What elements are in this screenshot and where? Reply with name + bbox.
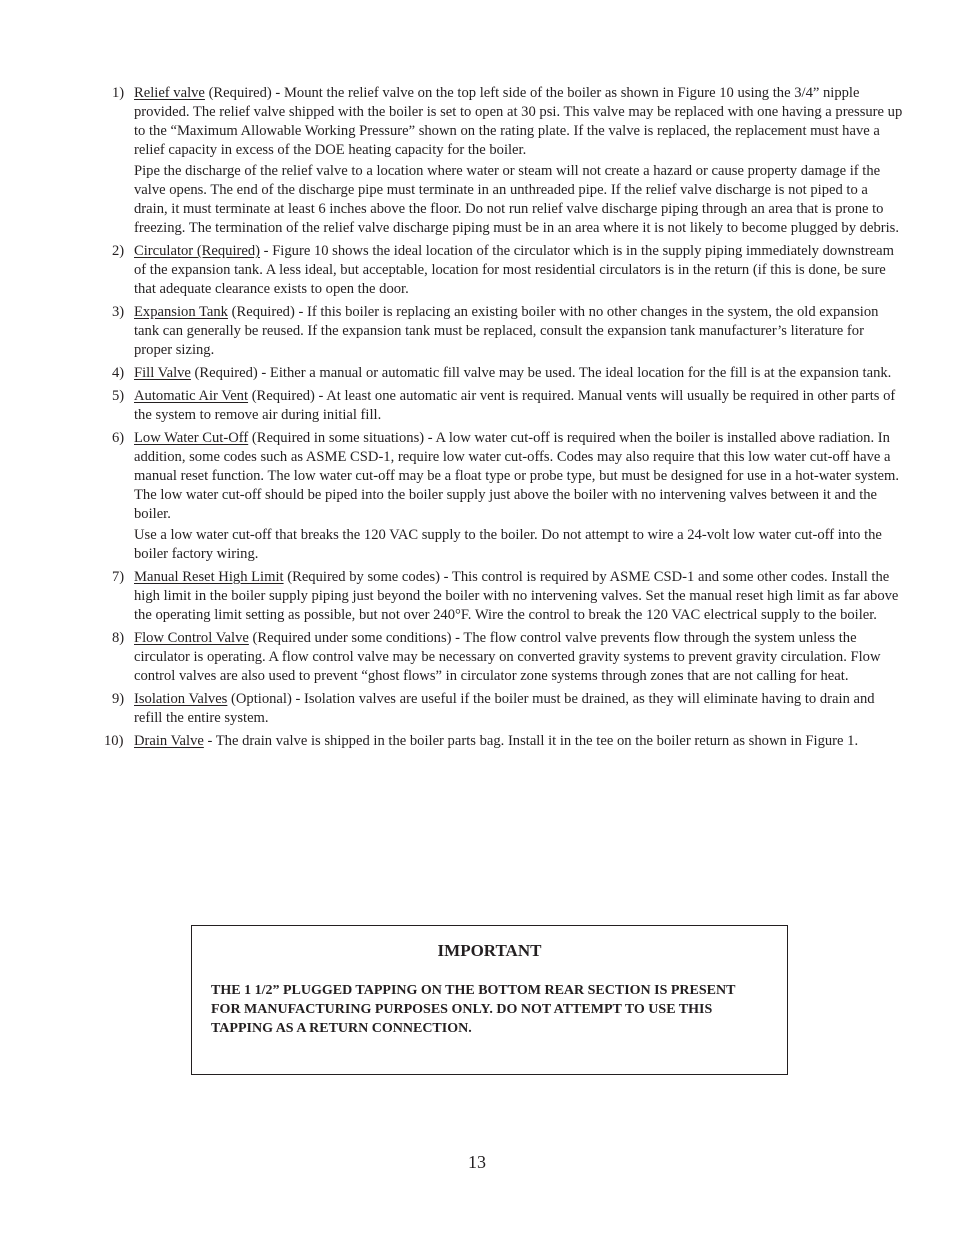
item-text: (Required by some codes) - This control is required by ASME CSD-1 and some other codes. Install the high limit in the boiler supply piping just beyond the boiler with no intervening valves. Set the manual reset high limit as far above the operating limit setting as possible, but not over 240°F. Wire the control to break the 120 VAC electrical supply to the boiler. — [134, 569, 899, 623]
important-body: THE 1 1/2” PLUGGED TAPPING ON THE BOTTOM REAR SECTION IS PRESENT FOR MANUFACTURING PURPOSES ONLY. DO NOT ATTEMPT TO USE THIS TAPPING AS A RETURN CONNECTION. — [211, 983, 736, 1036]
item-title: Isolation Valves — [134, 691, 228, 707]
item-paragraph — [134, 568, 904, 625]
list-item-drain-valve — [0, 732, 954, 751]
important-title: IMPORTANT — [437, 941, 542, 960]
item-paragraph — [134, 84, 904, 160]
item-number: 8) — [112, 630, 125, 646]
item-paragraph — [134, 303, 904, 360]
item-text: (Required under some conditions) - The flow control valve prevents flow through the system unless the circulator is operating. A flow control valve may be necessary on converted gravity systems to prevent gravity circulation. Flow control valves are also used to prevent “ghost flows” in circulator zone systems through zones that are not calling for heat. — [134, 630, 881, 684]
item-text: (Required) - Mount the relief valve on the top left side of the boiler as shown in Figure 10 using the 3/4” nipple provided. The relief valve shipped with the boiler is set to open at 30 psi. This valve may be replaced with one having a pressure up to the “Maximum Allowable Working Pressure” shown on the rating plate. If the valve is replaced, the replacement must have a relief capacity in excess of the DOE heating capacity for the boiler. — [134, 85, 903, 158]
item-title: Expansion Tank — [134, 304, 228, 320]
page-number: 13 — [468, 1152, 486, 1172]
item-title: Circulator (Required) — [134, 243, 261, 259]
item-number: 3) — [112, 304, 125, 320]
item-number: 9) — [112, 691, 125, 707]
item-paragraph — [134, 387, 904, 425]
item-number: 10) — [104, 733, 124, 749]
important-notice-box — [191, 925, 788, 1075]
item-number: 7) — [112, 569, 125, 585]
item-text: - Figure 10 shows the ideal location of the circulator which is in the supply piping immediately downstream of the expansion tank. A less ideal, but acceptable, location for most residential circulators is in the return (if this is done, be sure that adequate clearance exists to open the door. — [134, 243, 894, 297]
item-title: Fill Valve — [134, 365, 191, 381]
list-item-manual-reset-high-limit — [0, 568, 954, 625]
list-item-automatic-air-vent — [0, 387, 954, 425]
item-title: Relief valve — [134, 85, 205, 101]
item-paragraph — [134, 732, 904, 751]
item-paragraph — [134, 364, 904, 383]
item-text: (Optional) - Isolation valves are useful if the boiler must be drained, as they will eliminate having to drain and refill the entire system. — [134, 691, 875, 726]
item-number: 2) — [112, 243, 125, 259]
item-title: Low Water Cut-Off — [134, 430, 249, 446]
item-paragraph — [134, 629, 904, 686]
item-title: Drain Valve — [134, 733, 204, 749]
list-item-flow-control-valve — [0, 629, 954, 686]
component-list — [0, 84, 954, 755]
list-item-low-water-cut-off — [0, 429, 954, 564]
list-item-fill-valve — [0, 364, 954, 383]
item-number: 5) — [112, 388, 125, 404]
item-number: 4) — [112, 365, 125, 381]
item-text: (Required) - If this boiler is replacing an existing boiler with no other changes in the system, the old expansion tank can generally be reused. If the expansion tank must be replaced, consult the expansion tank manufacturer’s literature for proper sizing. — [134, 304, 879, 358]
item-title: Manual Reset High Limit — [134, 569, 284, 585]
list-item-circulator — [0, 242, 954, 299]
item-paragraph — [134, 429, 904, 524]
item-text: - The drain valve is shipped in the boiler parts bag. Install it in the tee on the boiler return as shown in Figure 1. — [203, 733, 859, 749]
item-title: Flow Control Valve — [134, 630, 249, 646]
list-item-expansion-tank — [0, 303, 954, 360]
item-text: (Required) - At least one automatic air vent is required. Manual vents will usually be required in other parts of the system to remove air during initial fill. — [134, 388, 896, 423]
list-item-relief-valve — [0, 84, 954, 238]
item-paragraph — [134, 242, 904, 299]
item-paragraph — [134, 690, 904, 728]
item-number: 6) — [112, 430, 125, 446]
item-extra-paragraph: Pipe the discharge of the relief valve to a location where water or steam will not create a hazard or cause property damage if the valve opens. The end of the discharge pipe must terminate in an unthreaded pipe. If the relief valve discharge is not piped to a drain, it must terminate at least 6 inches above the floor. Do not run relief valve discharge piping through an area that is prone to freezing. The termination of the relief valve discharge piping must be in an area where it is not likely to become plugged by debris. — [134, 163, 899, 236]
item-extra-paragraph: Use a low water cut-off that breaks the 120 VAC supply to the boiler. Do not attempt to wire a 24-volt low water cut-off into the boiler factory wiring. — [134, 527, 882, 562]
list-item-isolation-valves — [0, 690, 954, 728]
item-text: (Required) - Either a manual or automatic fill valve may be used. The ideal location for the fill is at the expansion tank. — [190, 365, 892, 381]
item-title: Automatic Air Vent — [134, 388, 249, 404]
item-number: 1) — [112, 85, 125, 101]
item-text: (Required in some situations) - A low water cut-off is required when the boiler is installed above radiation. In addition, some codes such as ASME CSD-1, require low water cut-offs. Codes may also require that this low water cut-off have a manual reset function. The low water cut-off may be a float type or probe type, but must be designed for use in a hot-water system. The low water cut-off should be piped into the boiler supply just above the boiler with no intervening valves between it and the boiler. — [134, 430, 900, 522]
